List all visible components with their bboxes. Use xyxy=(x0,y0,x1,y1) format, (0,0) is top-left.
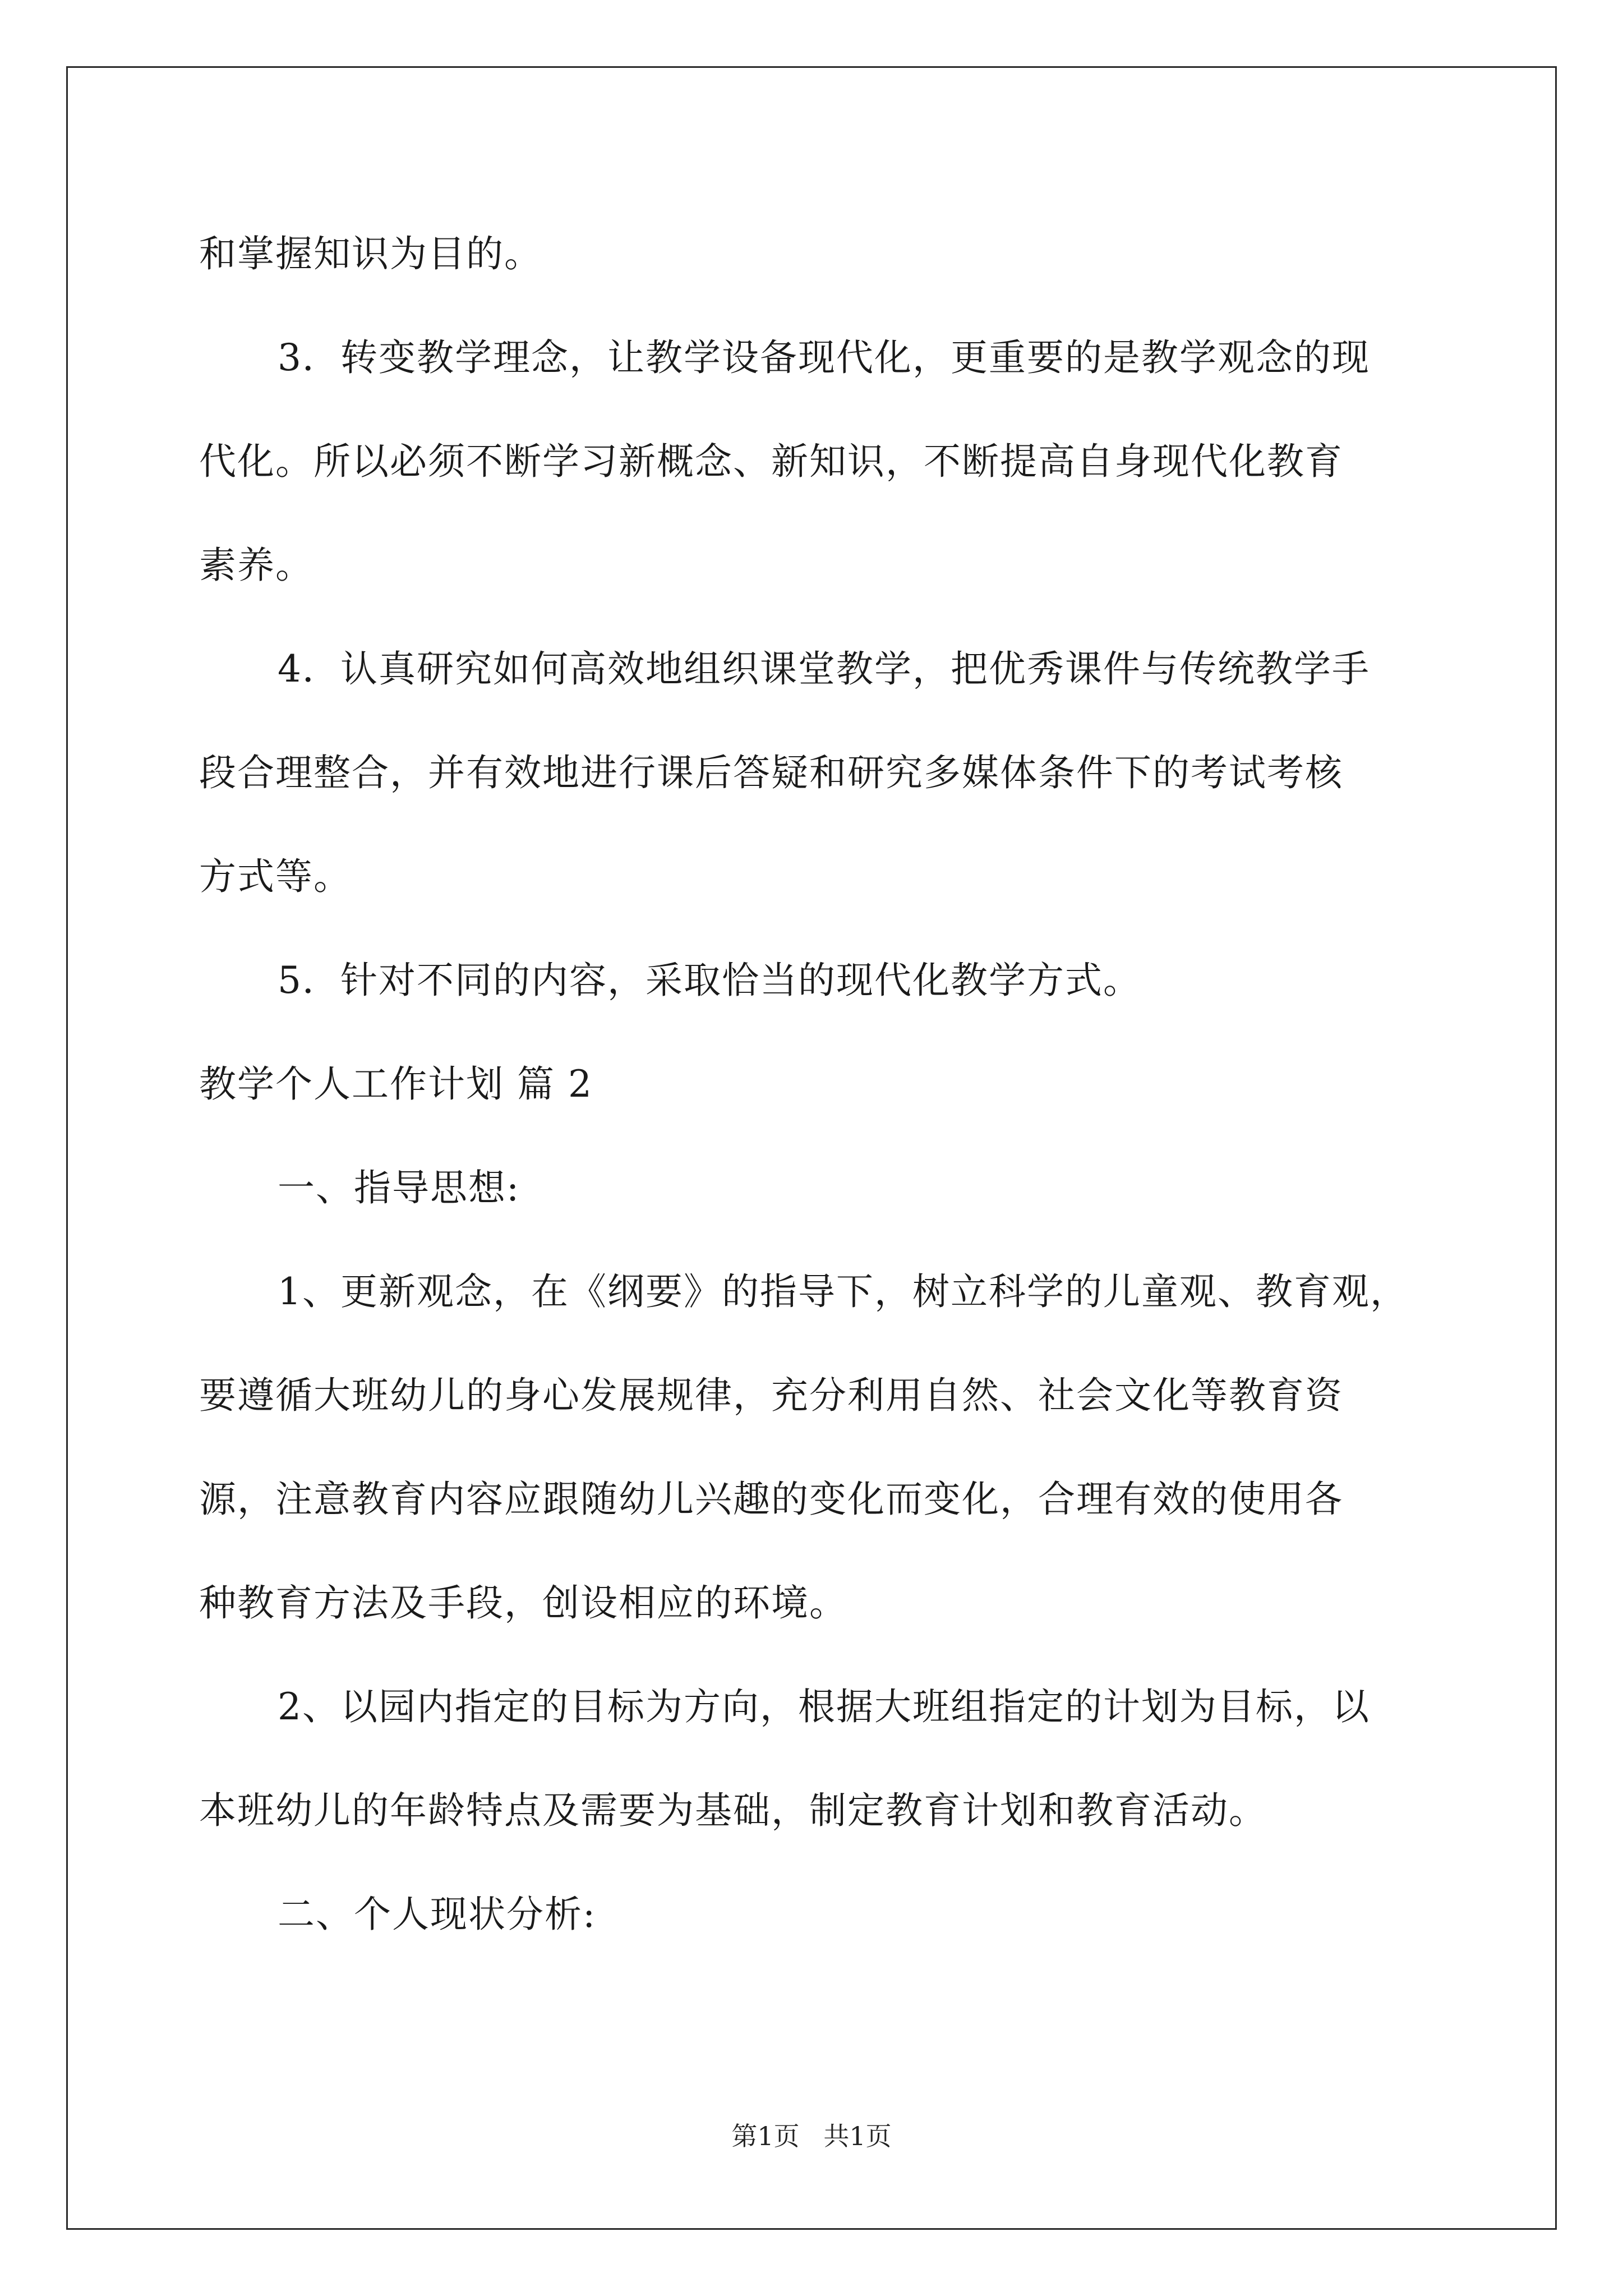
page-footer xyxy=(0,2116,1623,2153)
body-line: 1、更新观念，在《纲要》的指导下，树立科学的儿童观、教育观， xyxy=(278,1270,1408,1313)
body-line: 方式等。 xyxy=(199,855,352,898)
body-line: 4．认真研究如何高效地组织课堂教学，把优秀课件与传统教学手 xyxy=(278,647,1370,691)
body-line: 和掌握知识为目的。 xyxy=(199,232,542,275)
body-line: 要遵循大班幼儿的身心发展规律，充分利用自然、社会文化等教育资 xyxy=(199,1374,1343,1417)
body-line: 源，注意教育内容应跟随幼儿兴趣的变化而变化，合理有效的使用各 xyxy=(199,1478,1343,1521)
section-heading: 教学个人工作计划 篇 2 xyxy=(199,1062,593,1106)
page-number: 第1页 xyxy=(731,2121,800,2151)
body-line: 段合理整合，并有效地进行课后答疑和研究多媒体条件下的考试考核 xyxy=(199,751,1343,794)
body-line: 种教育方法及手段，创设相应的环境。 xyxy=(199,1581,847,1625)
body-line: 2、以园内指定的目标为方向，根据大班组指定的计划为目标，以 xyxy=(278,1685,1370,1728)
page-total: 共1页 xyxy=(823,2121,892,2151)
subheading: 一、指导思想: xyxy=(278,1166,520,1209)
body-line: 素养。 xyxy=(199,544,313,587)
body-line: 本班幼儿的年龄特点及需要为基础，制定教育计划和教育活动。 xyxy=(199,1789,1267,1832)
body-line: 5．针对不同的内容，采取恰当的现代化教学方式。 xyxy=(278,959,1141,1002)
body-line: 代化。所以必须不断学习新概念、新知识，不断提高自身现代化教育 xyxy=(199,440,1343,483)
document-body xyxy=(199,202,1433,1966)
subheading: 二、个人现状分析: xyxy=(278,1893,597,1936)
body-line: 3．转变教学理念，让教学设备现代化，更重要的是教学观念的现 xyxy=(278,336,1370,379)
